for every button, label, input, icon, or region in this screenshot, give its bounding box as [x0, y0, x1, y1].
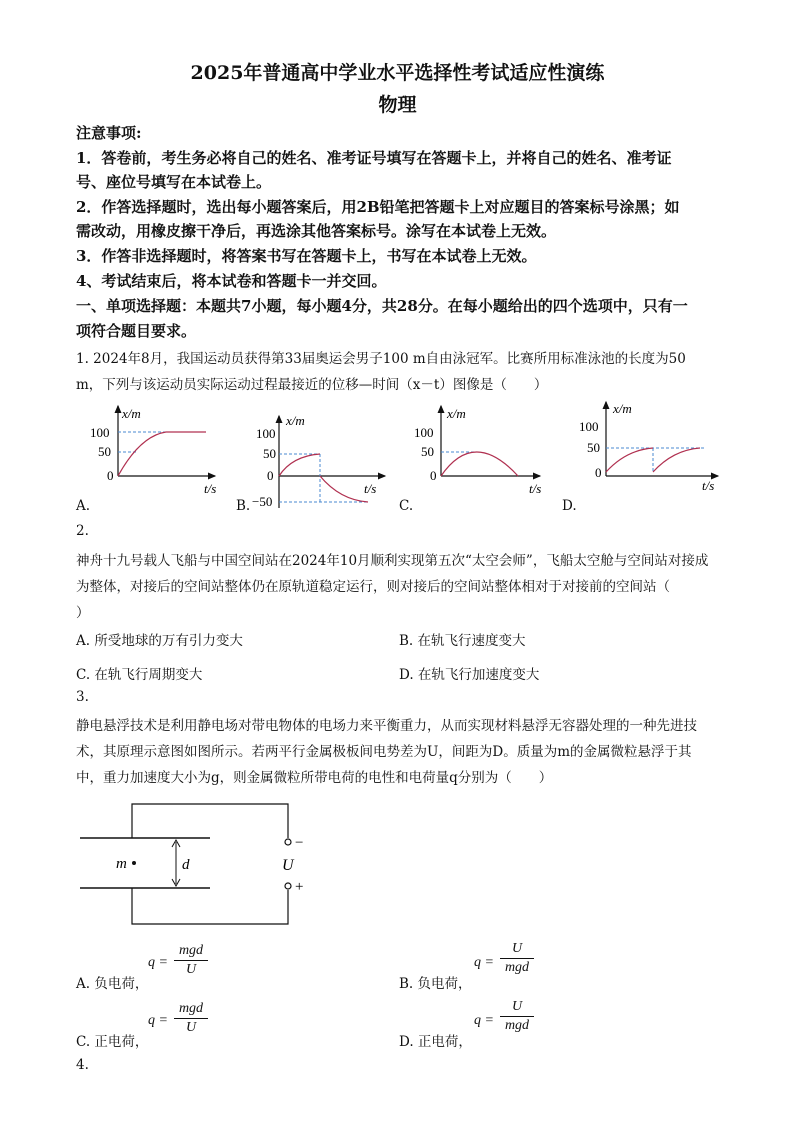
- q3-option-a: A. 负电荷，: [76, 976, 149, 992]
- note-1a: 1．答卷前，考生务必将自己的姓名、准考证号填写在答题卡上，并将自己的姓名、准考证: [76, 149, 672, 167]
- notes-heading: 注意事项:: [76, 124, 142, 142]
- q3-b-denominator: mgd: [504, 960, 530, 975]
- q3-a-q: q =: [148, 955, 168, 970]
- graph-d-0: 0: [595, 465, 602, 480]
- voltage-label: U: [282, 857, 294, 874]
- graph-d: [579, 401, 718, 493]
- graph-c-0: 0: [430, 468, 437, 483]
- q2-option-b: B. 在轨飞行速度变大: [399, 633, 526, 649]
- graph-b-x-axis-label: x/m: [286, 413, 305, 428]
- q2-line2: 为整体，对接后的空间站整体仍在原轨道稳定运行，则对接后的空间站整体相对于对接前的空间站（: [76, 579, 670, 595]
- q1-graphs: [70, 398, 770, 516]
- q3-d-q: q =: [474, 1013, 494, 1028]
- q1-option-a: A.: [76, 498, 91, 514]
- section-1a: 一、单项选择题：本题共7小题，每小题4分，共28分。在每小题给出的四个选项中，只有一: [76, 297, 688, 315]
- subject-title: 物理: [378, 94, 417, 116]
- graph-b-0: 0: [267, 468, 274, 483]
- q1-option-b: B.: [236, 498, 251, 514]
- section-1b: 项符合题目要求。: [76, 322, 197, 340]
- q2-num: 2.: [76, 523, 89, 539]
- graph-a-0: 0: [107, 468, 114, 483]
- q3-option-c: C. 正电荷，: [76, 1034, 149, 1050]
- graph-a-50: 50: [98, 444, 111, 459]
- minus-terminal-label: −: [295, 835, 304, 851]
- q3-line1: 静电悬浮技术是利用静电场对带电物体的电场力来平衡重力，从而实现材料悬浮无容器处理的一种先进技: [76, 718, 697, 734]
- graph-a-100: 100: [90, 425, 110, 440]
- graph-d-50: 50: [587, 440, 600, 455]
- q3-num: 3.: [76, 689, 89, 705]
- q3-a-fraction: [174, 943, 208, 978]
- note-4: 4、考试结束后，将本试卷和答题卡一并交回。: [76, 272, 387, 290]
- q3-c-denominator: U: [185, 1020, 197, 1035]
- q1-line2: m，下列与该运动员实际运动过程最接近的位移—时间（x－t）图像是（ ）: [76, 377, 548, 393]
- graph-a-t-axis-label: t/s: [204, 481, 217, 496]
- graph-b-neg50: −50: [252, 494, 273, 509]
- q3-d-fraction: [500, 999, 534, 1034]
- graph-b: [252, 413, 385, 509]
- q2-line3: ）: [76, 605, 90, 621]
- graph-c-x-axis-label: x/m: [447, 406, 466, 421]
- graph-c-50: 50: [421, 444, 434, 459]
- graph-b-t-axis-label: t/s: [364, 481, 377, 496]
- q3-b-fraction: [500, 941, 534, 976]
- graph-d-100: 100: [579, 419, 599, 434]
- graph-c-t-axis-label: t/s: [529, 481, 542, 496]
- plus-terminal-label: +: [295, 879, 304, 895]
- exam-title: 2025年普通高中学业水平选择性考试适应性演练: [190, 62, 605, 84]
- q3-option-d: D. 正电荷，: [399, 1034, 472, 1050]
- note-1b: 号、座位号填写在本试卷上。: [76, 173, 272, 191]
- graph-d-t-axis-label: t/s: [702, 478, 715, 493]
- graph-c-100: 100: [414, 425, 434, 440]
- q3-d-denominator: mgd: [504, 1018, 530, 1033]
- q1-option-c: C.: [399, 498, 414, 514]
- graph-b-100: 100: [256, 426, 276, 441]
- note-2a: 2．作答选择题时，选出每小题答案后，用2B铅笔把答题卡上对应题目的答案标号涂黑；如: [76, 198, 680, 216]
- q2-option-a: A. 所受地球的万有引力变大: [76, 633, 243, 649]
- graph-d-x-axis-label: x/m: [613, 401, 632, 416]
- q3-b-q: q =: [474, 955, 494, 970]
- note-2b: 需改动，用橡皮擦干净后，再选涂其他答案标号。涂写在本试卷上无效。: [76, 222, 557, 240]
- q3-d-numerator: U: [511, 999, 523, 1014]
- q4-num: 4.: [76, 1057, 89, 1073]
- distance-label: d: [182, 857, 190, 873]
- mass-label: m: [116, 856, 127, 872]
- q3-option-b: B. 负电荷，: [399, 976, 472, 992]
- q3-c-numerator: mgd: [178, 1001, 204, 1016]
- q3-c-q: q =: [148, 1013, 168, 1028]
- q3-a-numerator: mgd: [178, 943, 204, 958]
- graph-a: [90, 406, 216, 496]
- q1-option-d: D.: [562, 498, 577, 514]
- q3-a-denominator: U: [185, 962, 197, 977]
- q3-capacitor-figure: [76, 800, 316, 932]
- graph-b-50: 50: [263, 446, 276, 461]
- q1-line1: 1. 2024年8月，我国运动员获得第33届奥运会男子100 m自由泳冠军。比赛所用标准泳池的长度为50: [76, 351, 686, 367]
- q2-option-c: C. 在轨飞行周期变大: [76, 667, 203, 683]
- graph-a-x-axis-label: x/m: [122, 406, 141, 421]
- q2-line1: 神舟十九号载人飞船与中国空间站在2024年10月顺利实现第五次“太空会师”，飞船太空舱与空间站对接成: [76, 553, 709, 569]
- q3-b-numerator: U: [511, 941, 523, 956]
- q3-line2: 术，其原理示意图如图所示。若两平行金属极板间电势差为U，间距为D。质量为m的金属微粒悬浮于其: [76, 744, 692, 760]
- note-3: 3．作答非选择题时，将答案书写在答题卡上，书写在本试卷上无效。: [76, 247, 537, 265]
- graph-c: [414, 406, 541, 496]
- q3-c-fraction: [174, 1001, 208, 1036]
- q3-line3: 中，重力加速度大小为g，则金属微粒所带电荷的电性和电荷量q分别为（ ）: [76, 770, 553, 786]
- q2-option-d: D. 在轨飞行加速度变大: [399, 667, 540, 683]
